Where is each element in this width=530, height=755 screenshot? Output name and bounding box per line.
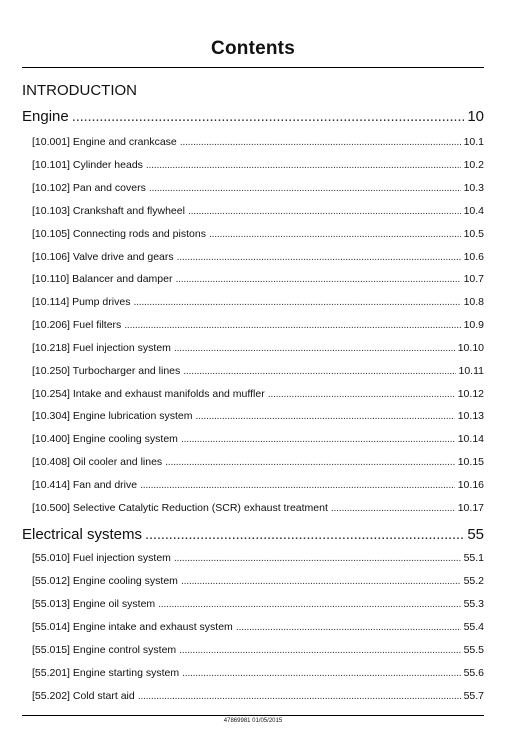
title-rule [22,67,484,68]
leader-dots [268,388,455,400]
toc-item-label: [55.014] Engine intake and exhaust system [32,621,233,633]
leader-dots [177,251,461,263]
toc-item-page: 10.16 [457,479,484,491]
footer-doc-id: 47869981 01/05/2015 [223,718,283,724]
toc-item-page: 10.17 [457,502,484,514]
toc-item[interactable] [32,365,484,379]
toc-item[interactable] [32,159,484,173]
toc-item-page: 10.10 [457,342,484,354]
toc-section-label: Electrical systems [22,526,143,543]
leader-dots [183,365,455,377]
toc-item-page: 10.12 [457,388,484,400]
toc-item[interactable] [32,456,484,470]
toc-item-label: [55.012] Engine cooling system [32,575,178,587]
toc-item[interactable] [32,667,484,681]
leader-dots [196,410,455,422]
toc-section-page: 55 [467,526,484,543]
toc-item-page: 10.4 [463,205,484,217]
leader-dots [146,159,461,171]
toc-item-label: [10.400] Engine cooling system [32,433,178,445]
toc-item[interactable] [32,502,484,516]
toc-item-label: [10.206] Fuel filters [32,319,122,331]
toc-item-label: [10.414] Fan and drive [32,479,138,491]
toc-item[interactable] [32,410,484,424]
toc-item[interactable] [32,575,484,589]
toc-item-label: [55.201] Engine starting system [32,667,180,679]
toc-item-page: 10.1 [463,136,484,148]
leader-dots [179,644,460,656]
leader-dots [165,456,455,468]
leader-dots [175,273,460,285]
toc-item-label: [10.103] Crankshaft and flywheel [32,205,185,217]
toc-item[interactable] [32,296,484,310]
leader-dots [174,552,461,564]
toc-item[interactable] [32,479,484,493]
toc-item-label: [10.500] Selective Catalytic Reduction (SCR) exhaust treatment [32,502,328,514]
toc-item[interactable] [32,251,484,265]
toc-item-page: 55.3 [463,598,484,610]
toc-item-label: [10.250] Turbocharger and lines [32,365,181,377]
toc-item-page: 10.13 [457,410,484,422]
toc-item-page: 10.15 [457,456,484,468]
toc-item[interactable] [32,690,484,704]
introduction-heading[interactable]: INTRODUCTION [22,82,137,99]
toc-item-label: [10.218] Fuel injection system [32,342,171,354]
toc-item-label: [10.254] Intake and exhaust manifolds and muffler [32,388,265,400]
toc-item-label: [10.001] Engine and crankcase [32,136,177,148]
toc-item-page: 55.6 [463,667,484,679]
toc-item-label: [10.408] Oil cooler and lines [32,456,163,468]
toc-item[interactable] [32,342,484,356]
toc-item-page: 10.11 [458,365,484,377]
leader-dots [72,108,465,125]
toc-item[interactable] [32,205,484,219]
toc-item-page: 10.9 [463,319,484,331]
leader-dots [236,621,461,633]
leader-dots [181,433,455,445]
toc-item[interactable] [32,621,484,635]
toc-item-page: 10.14 [457,433,484,445]
toc-item-page: 10.7 [463,273,484,285]
toc-item-page: 10.5 [463,228,484,240]
leader-dots [149,182,461,194]
toc-item-label: [10.114] Pump drives [32,296,131,308]
toc-item[interactable] [32,644,484,658]
toc-item-page: 55.1 [463,552,484,564]
leader-dots [158,598,460,610]
leader-dots [181,575,461,587]
toc-item-page: 55.4 [463,621,484,633]
footer-rule [22,715,484,716]
toc-item[interactable] [32,388,484,402]
toc-item[interactable] [32,319,484,333]
toc-item-label: [10.105] Connecting rods and pistons [32,228,206,240]
toc-section-engine[interactable] [22,108,484,128]
toc-item[interactable] [32,433,484,447]
leader-dots [182,667,460,679]
toc-item-page: 10.8 [463,296,484,308]
leader-dots [331,502,455,514]
leader-dots [145,526,464,543]
toc-item-label: [55.015] Engine control system [32,644,177,656]
toc-item-label: [55.013] Engine oil system [32,598,156,610]
toc-section-page: 10 [467,108,484,125]
leader-dots [209,228,461,240]
leader-dots [188,205,461,217]
toc-item[interactable] [32,228,484,242]
toc-item[interactable] [32,182,484,196]
toc-section-electrical-systems[interactable] [22,526,484,546]
toc-item-page: 55.2 [463,575,484,587]
toc-item[interactable] [32,136,484,150]
leader-dots [138,690,461,702]
toc-item-page: 10.6 [463,251,484,263]
toc-section-label: Engine [22,108,69,125]
toc-item-label: [10.110] Balancer and damper [32,273,173,285]
toc-item-label: [10.304] Engine lubrication system [32,410,193,422]
leader-dots [180,136,461,148]
toc-item-label: [10.102] Pan and covers [32,182,146,194]
leader-dots [133,296,460,308]
toc-item-label: [10.101] Cylinder heads [32,159,143,171]
toc-item[interactable] [32,598,484,612]
toc-item[interactable] [32,273,484,287]
toc-item-page: 10.2 [463,159,484,171]
toc-item-label: [55.010] Fuel injection system [32,552,171,564]
page-title: Contents [211,38,295,59]
toc-item[interactable] [32,552,484,566]
toc-item-page: 55.7 [463,690,484,702]
toc-item-page: 55.5 [463,644,484,656]
toc-item-label: [55.202] Cold start aid [32,690,135,702]
leader-dots [174,342,455,354]
toc-item-page: 10.3 [463,182,484,194]
toc-item-label: [10.106] Valve drive and gears [32,251,174,263]
leader-dots [124,319,460,331]
leader-dots [140,479,455,491]
